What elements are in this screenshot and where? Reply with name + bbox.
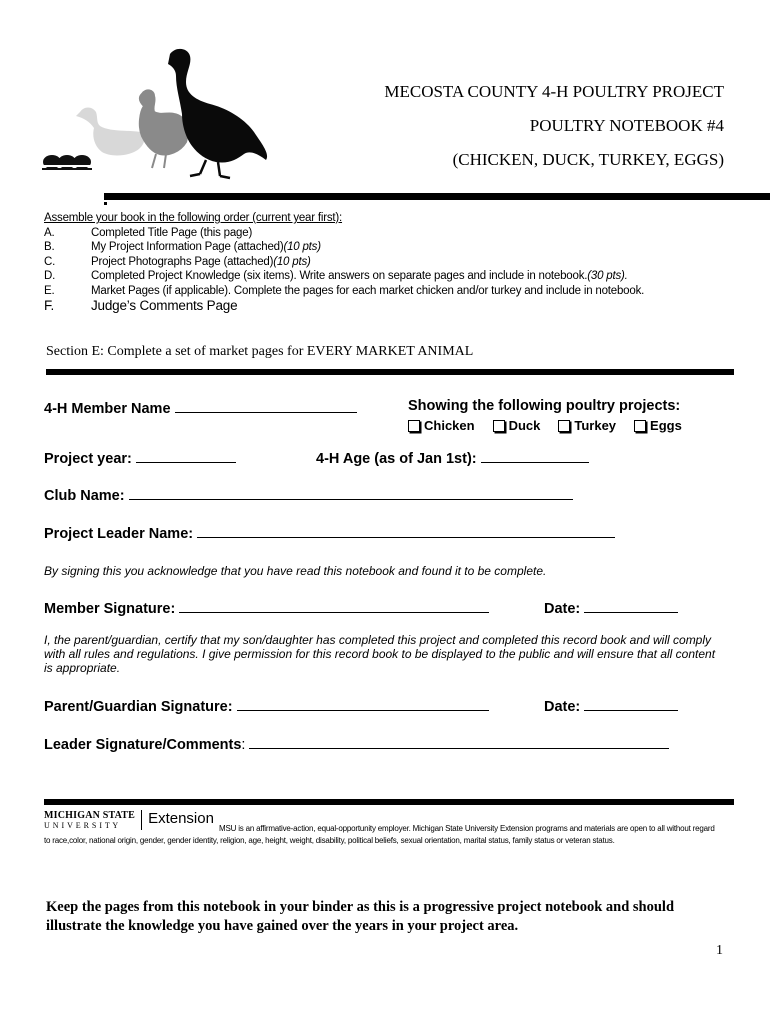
- list-item: F. Judge’s Comments Page: [44, 298, 238, 313]
- list-item: A. Completed Title Page (this page): [44, 226, 253, 239]
- club-name-field[interactable]: [129, 485, 573, 500]
- member-signature-field[interactable]: [179, 598, 489, 613]
- option-duck[interactable]: Duck: [493, 418, 541, 433]
- date-field-2[interactable]: [584, 696, 678, 711]
- closing-statement: Keep the pages from this notebook in your binder as this is a progressive project notebook and should illustrate the knowledge you have gained over the years in your project area.: [46, 899, 675, 934]
- msu-disclaimer: MSU is an affirmative-action, equal-opportunity employer. Michigan State University Extension programs and materials are open to all without regard to race,color, national origin, gender, gender identity, religion, age, height, weight, disability, political beliefs, sexual orientation, marital status, family status or veteran status.: [44, 824, 715, 845]
- list-item: B. My Project Information Page (attached) (10 pts): [44, 241, 321, 253]
- checkbox-icon[interactable]: [408, 420, 420, 432]
- project-year-field[interactable]: [136, 448, 236, 463]
- logo-line-2: U N I V E R S I T Y: [44, 821, 119, 830]
- checkbox-icon[interactable]: [634, 420, 646, 432]
- duck-icon: [76, 108, 145, 156]
- project-title: MECOSTA COUNTY 4-H POULTRY PROJECT: [384, 82, 724, 101]
- section-e-note: Section E: Complete a set of market pages for EVERY MARKET ANIMAL: [46, 344, 474, 359]
- date-label-2: Date:: [544, 696, 678, 715]
- eggs-icon: [42, 155, 92, 170]
- poultry-illustration: [40, 42, 275, 182]
- checkbox-icon[interactable]: [493, 420, 505, 432]
- poultry-options: [408, 418, 682, 433]
- list-item: D. Completed Project Knowledge (six items). Write answers on separate pages and include in notebook. (30 pts).: [44, 270, 628, 282]
- logo-extension: Extension: [148, 810, 214, 827]
- header-rule: [104, 193, 770, 200]
- footer-rule: [44, 799, 734, 805]
- option-eggs[interactable]: Eggs: [634, 418, 682, 433]
- notebook-title: POULTRY NOTEBOOK #4: [529, 116, 724, 135]
- assembly-heading: Assemble your book in the following order (current year first):: [44, 212, 343, 224]
- acknowledgement-note: By signing this you acknowledge that you have read this notebook and found it to be complete.: [44, 564, 547, 578]
- page-number: 1: [716, 943, 723, 958]
- project-leader-label: Project Leader Name:: [44, 523, 615, 542]
- leader-signature-label: Leader Signature/Comments:: [44, 734, 669, 753]
- header-rule-thin: [104, 202, 107, 205]
- member-signature-label: Member Signature:: [44, 598, 489, 617]
- leader-signature-field[interactable]: [249, 734, 669, 749]
- parent-signature-field[interactable]: [237, 696, 489, 711]
- project-leader-field[interactable]: [197, 523, 615, 538]
- date-field-1[interactable]: [584, 598, 678, 613]
- club-name-label: Club Name:: [44, 485, 573, 504]
- parent-certification: I, the parent/guardian, certify that my son/daughter has completed this project and completed this record book and will comply with all rules and regulations. I give permission for this record book to be displayed to the public and will ensure that all content is appropriate.: [44, 633, 716, 675]
- parent-signature-label: Parent/Guardian Signature:: [44, 696, 489, 715]
- showing-label: Showing the following poultry projects:: [408, 398, 681, 414]
- notebook-subtitle: (CHICKEN, DUCK, TURKEY, EGGS): [452, 150, 724, 169]
- assembly-list: [44, 211, 644, 314]
- option-chicken[interactable]: Chicken: [408, 418, 475, 433]
- age-field[interactable]: [481, 448, 589, 463]
- checkbox-icon[interactable]: [558, 420, 570, 432]
- member-name-field[interactable]: [175, 398, 357, 413]
- section-rule: [46, 369, 734, 375]
- list-item: C. Project Photographs Page (attached) (10 pts): [44, 255, 311, 268]
- date-label-1: Date:: [544, 598, 678, 617]
- option-turkey[interactable]: Turkey: [558, 418, 616, 433]
- list-item: E. Market Pages (if applicable). Complete the pages for each market chicken and/or turkey and include in notebook.: [44, 284, 645, 297]
- logo-line-1: MICHIGAN STATE: [44, 810, 136, 821]
- member-name-label: 4-H Member Name: [44, 398, 357, 417]
- project-year-label: Project year:: [44, 448, 236, 467]
- age-label: 4-H Age (as of Jan 1st):: [316, 448, 589, 467]
